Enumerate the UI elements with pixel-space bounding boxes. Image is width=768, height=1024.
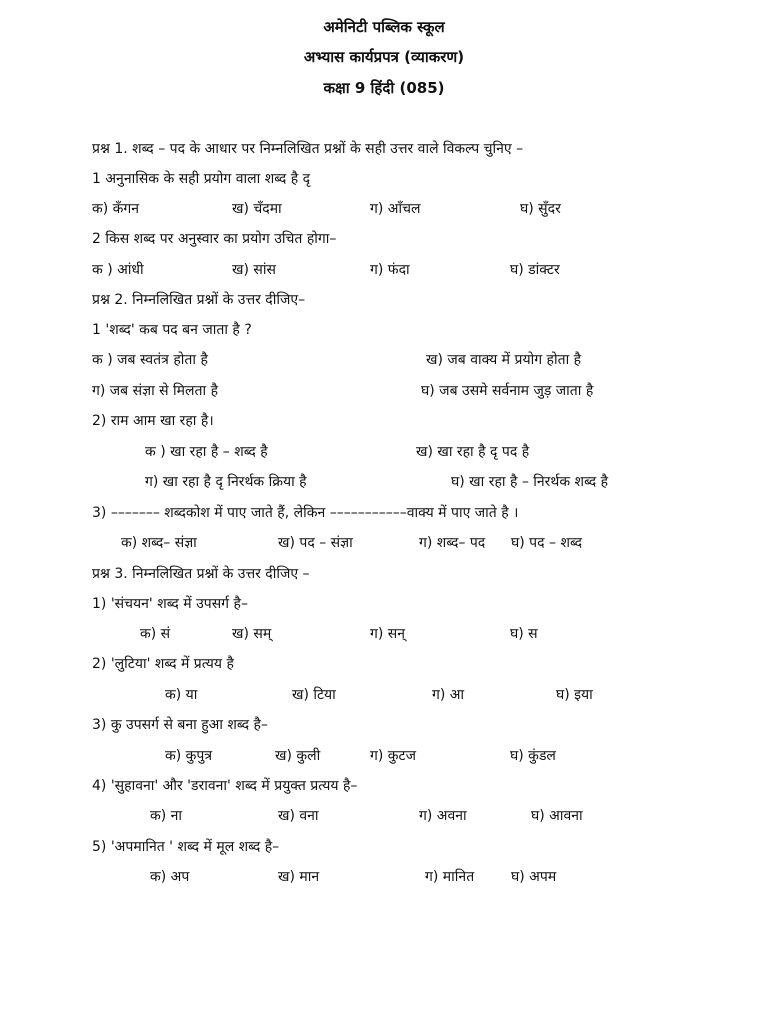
q3-2-option-c: ग) आ bbox=[432, 687, 465, 703]
q1-1-question: 1 अनुनासिक के सही प्रयोग वाला शब्द है दृ bbox=[92, 171, 311, 187]
q2-2-option-a: क ) खा रहा है – शब्द है bbox=[145, 444, 268, 460]
q1-2-option-c: ग) फंदा bbox=[370, 262, 410, 278]
q1-2-option-a: क ) आंधी bbox=[92, 262, 144, 278]
q1-1-option-c: ग) आँचल bbox=[370, 201, 421, 217]
q2-2-option-d: घ) खा रहा है – निरर्थक शब्द है bbox=[451, 474, 609, 490]
q3-3-option-d: घ) कुंडल bbox=[510, 748, 556, 764]
q3-1-option-d: घ) स bbox=[510, 626, 538, 642]
q2-2-question: 2) राम आम खा रहा है। bbox=[92, 413, 214, 429]
q3-2-option-d: घ) इया bbox=[556, 687, 593, 703]
q2-3-option-d: घ) पद – शब्द bbox=[511, 535, 583, 551]
q2-3-option-c: ग) शब्द– पद bbox=[419, 535, 486, 551]
q3-4-option-c: ग) अवना bbox=[419, 808, 467, 824]
q2-1-option-a: क ) जब स्वतंत्र होता है bbox=[92, 352, 208, 368]
q1-2-option-b: ख) सांस bbox=[232, 262, 276, 278]
q2-1-question: 1 'शब्द' कब पद बन जाता है ? bbox=[92, 322, 252, 338]
q3-1-option-b: ख) सम् bbox=[232, 626, 272, 642]
q3-4-option-d: घ) आवना bbox=[531, 808, 583, 824]
q3-3-option-a: क) कुपुत्र bbox=[165, 748, 213, 764]
q3-3-option-c: ग) कुटज bbox=[370, 748, 416, 764]
q3-1-option-c: ग) सन् bbox=[370, 626, 406, 642]
q2-2-option-b: ख) खा रहा है दृ पद है bbox=[416, 444, 530, 460]
q3-5-option-d: घ) अपम bbox=[511, 869, 557, 885]
q3-4-option-a: क) ना bbox=[150, 808, 183, 824]
q1-1-option-b: ख) चँदमा bbox=[232, 201, 282, 217]
q2-1-option-b: ख) जब वाक्य में प्रयोग होता है bbox=[426, 352, 582, 368]
q3-1-option-a: क) सं bbox=[140, 626, 171, 642]
q3-2-option-b: ख) टिया bbox=[292, 687, 336, 703]
q3-3-option-b: ख) कुली bbox=[275, 748, 321, 764]
q1-1-option-a: क) कँगन bbox=[92, 201, 140, 217]
q3-4-question: 4) 'सुहावना' और 'डरावना' शब्द में प्रयुक्त प्रत्यय है– bbox=[92, 778, 358, 794]
q2-2-option-c: ग) खा रहा है दृ निरर्थक क्रिया है bbox=[145, 474, 307, 490]
q2-heading: प्रश्न 2. निम्नलिखित प्रश्नों के उत्तर दीजिए– bbox=[92, 292, 306, 308]
q2-3-option-a: क) शब्द– संज्ञा bbox=[121, 535, 197, 551]
class-subject: कक्षा 9 हिंदी (085) bbox=[323, 79, 445, 97]
q3-2-option-a: क) या bbox=[165, 687, 198, 703]
school-name: अमेनिटी पब्लिक स्कूल bbox=[323, 18, 445, 36]
worksheet-title: अभ्यास कार्यप्रपत्र (व्याकरण) bbox=[303, 48, 465, 66]
q3-3-question: 3) कु उपसर्ग से बना हुआ शब्द है– bbox=[92, 717, 268, 733]
q1-1-option-d: घ) सुँदर bbox=[520, 201, 561, 217]
q3-heading: प्रश्न 3. निम्नलिखित प्रश्नों के उत्तर दीजिए – bbox=[92, 566, 310, 582]
q3-5-option-c: ग) मानित bbox=[425, 869, 475, 885]
q3-5-option-b: ख) मान bbox=[278, 869, 320, 885]
q2-3-question: 3) ––––––– शब्दकोश में पाए जाते हैं, लेकिन –––––––––––वाक्य में पाए जाते है । bbox=[92, 505, 519, 521]
q2-1-option-d: घ) जब उसमे सर्वनाम जुड़ जाता है bbox=[421, 383, 594, 399]
q3-5-option-a: क) अप bbox=[150, 869, 190, 885]
q3-5-question: 5) 'अपमानित ' शब्द में मूल शब्द है– bbox=[92, 839, 280, 855]
q2-3-option-b: ख) पद – संज्ञा bbox=[278, 535, 353, 551]
q1-2-question: 2 किस शब्द पर अनुस्वार का प्रयोग उचित होगा– bbox=[92, 231, 337, 247]
q1-2-option-d: घ) डांक्टर bbox=[510, 262, 560, 278]
q3-1-question: 1) 'संचयन' शब्द में उपसर्ग है– bbox=[92, 596, 248, 612]
q3-4-option-b: ख) वना bbox=[278, 808, 319, 824]
q3-2-question: 2) 'लुटिया' शब्द में प्रत्यय है bbox=[92, 656, 234, 672]
q1-heading: प्रश्न 1. शब्द – पद के आधार पर निम्नलिखित प्रश्नों के सही उत्तर वाले विकल्प चुनिए – bbox=[92, 141, 524, 157]
q2-1-option-c: ग) जब संज्ञा से मिलता है bbox=[92, 383, 219, 399]
